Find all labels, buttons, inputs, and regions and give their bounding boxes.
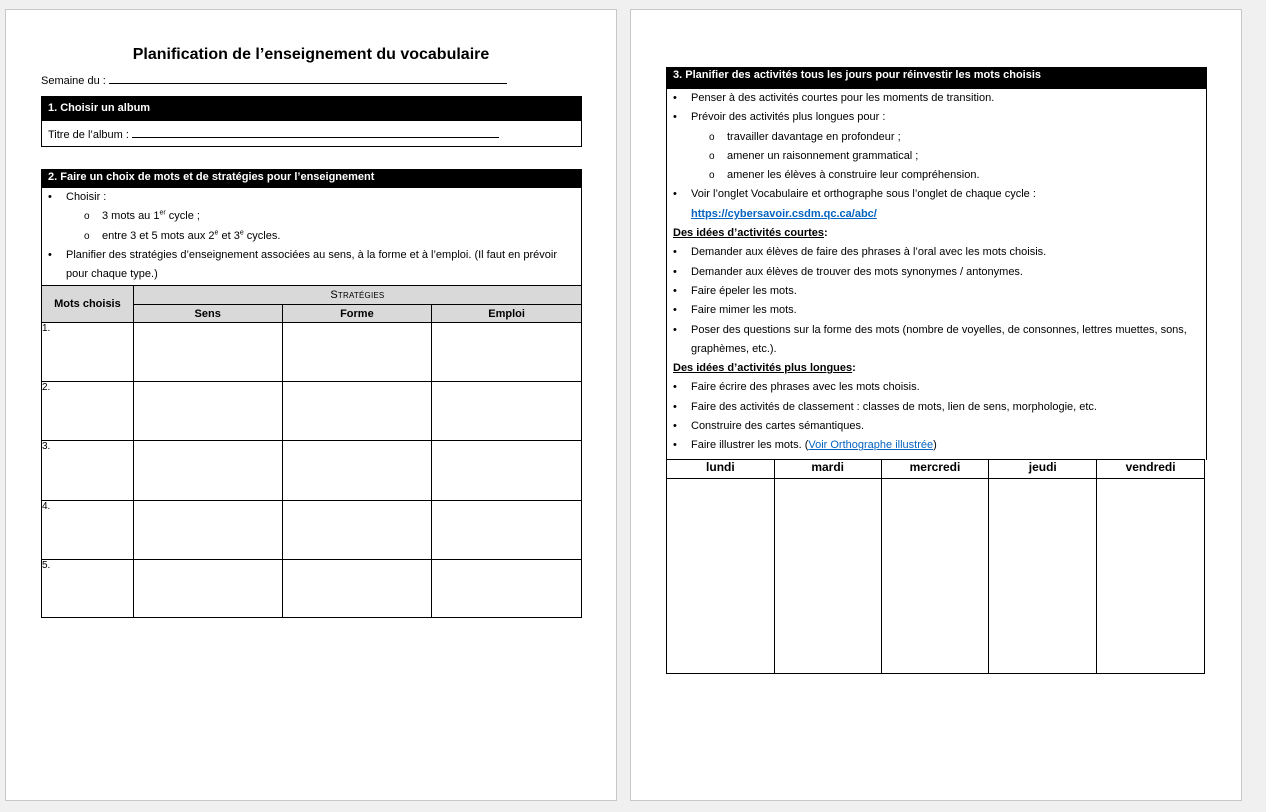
short-activities-heading bbox=[667, 224, 1206, 243]
week-input-line[interactable] bbox=[109, 73, 507, 84]
strategies-label: Stratégies bbox=[330, 289, 385, 301]
superscript: er bbox=[159, 209, 166, 217]
list-item bbox=[691, 147, 1206, 166]
cell-sens[interactable] bbox=[133, 382, 282, 441]
section-1-box bbox=[41, 96, 582, 147]
colon: : bbox=[852, 362, 856, 375]
orthographe-illustree-link[interactable]: Voir Orthographe illustrée bbox=[808, 439, 934, 452]
item-text: Prévoir des activités plus longues pour : bbox=[691, 111, 886, 124]
list-item bbox=[667, 263, 1206, 282]
list-item bbox=[667, 185, 1206, 224]
section-2-header: 2. Faire un choix de mots et de stratégies pour l’enseignement bbox=[42, 170, 581, 188]
week-field bbox=[41, 73, 507, 87]
album-title-label: Titre de l’album : bbox=[48, 129, 129, 141]
weekly-days-table bbox=[666, 459, 1205, 674]
day-header-mardi: mardi bbox=[774, 460, 881, 479]
row-number: 4. bbox=[42, 501, 134, 560]
item-text: Faire mimer les mots. bbox=[691, 304, 797, 317]
superscript: e bbox=[214, 228, 219, 236]
day-header-vendredi: vendredi bbox=[1097, 460, 1205, 479]
sub-item-text: cycle ; bbox=[165, 210, 200, 223]
cell-forme[interactable] bbox=[282, 441, 432, 501]
table-row bbox=[42, 382, 582, 441]
list-item bbox=[42, 246, 581, 285]
day-header-lundi: lundi bbox=[667, 460, 775, 479]
list-item bbox=[66, 227, 581, 246]
item-text: Poser des questions sur la forme des mots (nombre de voyelles, de consonnes, lettres muettes, sons, graphèmes, etc.). bbox=[691, 323, 1187, 355]
list-item bbox=[691, 128, 1206, 147]
list-item bbox=[667, 321, 1206, 360]
list-item bbox=[667, 378, 1206, 397]
col-header-sens: Sens bbox=[133, 305, 282, 323]
cell-forme[interactable] bbox=[282, 560, 432, 618]
list-item bbox=[667, 108, 1206, 185]
sub-item-text: cycles. bbox=[243, 229, 281, 242]
list-item bbox=[667, 436, 1206, 455]
section-3-box bbox=[666, 67, 1207, 460]
heading-text: Des idées d’activités plus longues bbox=[673, 362, 853, 375]
section-2-box bbox=[41, 169, 582, 286]
plan-text: Planifier des stratégies d’enseignement associées au sens, à la forme et à l’emploi. (Il faut en prévoir pour chaque type.) bbox=[66, 248, 557, 281]
sub-item-text: amener un raisonnement grammatical ; bbox=[727, 149, 919, 162]
list-item bbox=[667, 89, 1206, 108]
row-number: 1. bbox=[42, 323, 134, 382]
section-1-header: 1. Choisir un album bbox=[42, 97, 581, 121]
list-item bbox=[66, 207, 581, 226]
item-text: Faire illustrer les mots. ( bbox=[691, 439, 809, 452]
cell-sens[interactable] bbox=[133, 501, 282, 560]
day-header-jeudi: jeudi bbox=[989, 460, 1097, 479]
item-text: Voir l’onglet Vocabulaire et orthographe sous l’onglet de chaque cycle : bbox=[691, 188, 1036, 201]
list-item bbox=[691, 166, 1206, 185]
list-item bbox=[667, 398, 1206, 417]
cell-sens[interactable] bbox=[133, 323, 282, 382]
table-row bbox=[42, 323, 582, 382]
col-header-words: Mots choisis bbox=[42, 286, 134, 323]
cell-sens[interactable] bbox=[133, 560, 282, 618]
item-text: Faire épeler les mots. bbox=[691, 284, 797, 297]
day-cell-lundi[interactable] bbox=[667, 479, 775, 674]
album-title-field bbox=[42, 121, 581, 141]
item-text: ) bbox=[933, 439, 937, 452]
row-number: 3. bbox=[42, 441, 134, 501]
document-page-1 bbox=[5, 9, 617, 801]
col-group-header-strategies bbox=[133, 286, 581, 305]
item-text: Demander aux élèves de trouver des mots synonymes / antonymes. bbox=[691, 265, 1023, 278]
table-row bbox=[42, 441, 582, 501]
sub-item-text: amener les élèves à construire leur compréhension. bbox=[727, 169, 980, 182]
table-row bbox=[42, 560, 582, 618]
superscript: e bbox=[239, 228, 244, 236]
page-title: Planification de l’enseignement du vocabulaire bbox=[132, 46, 490, 63]
strategies-table bbox=[41, 285, 582, 618]
cell-emploi[interactable] bbox=[432, 323, 582, 382]
list-item bbox=[667, 282, 1206, 301]
choose-label: Choisir : bbox=[66, 191, 107, 203]
document-page-2 bbox=[630, 9, 1242, 801]
cell-forme[interactable] bbox=[282, 501, 432, 560]
album-title-input-line[interactable] bbox=[132, 127, 499, 138]
cell-sens[interactable] bbox=[133, 441, 282, 501]
cell-emploi[interactable] bbox=[432, 441, 582, 501]
cell-forme[interactable] bbox=[282, 382, 432, 441]
table-row bbox=[667, 479, 1205, 674]
sub-item-text: 3 mots au 1 bbox=[102, 210, 160, 223]
cell-emploi[interactable] bbox=[432, 501, 582, 560]
sub-item-text: travailler davantage en profondeur ; bbox=[727, 130, 901, 143]
sub-item-text: entre 3 et 5 mots aux 2 bbox=[102, 229, 215, 242]
item-text: Demander aux élèves de faire des phrases à l’oral avec les mots choisis. bbox=[691, 246, 1047, 259]
day-cell-mardi[interactable] bbox=[774, 479, 881, 674]
day-cell-jeudi[interactable] bbox=[989, 479, 1097, 674]
list-item bbox=[667, 243, 1206, 262]
cybersavoir-link[interactable]: https://cybersavoir.csdm.qc.ca/abc/ bbox=[691, 207, 877, 220]
item-text: Faire écrire des phrases avec les mots choisis. bbox=[691, 381, 920, 394]
day-header-mercredi: mercredi bbox=[881, 460, 989, 479]
row-number: 2. bbox=[42, 382, 134, 441]
cell-forme[interactable] bbox=[282, 323, 432, 382]
table-row bbox=[42, 501, 582, 560]
day-cell-mercredi[interactable] bbox=[881, 479, 989, 674]
section-3-header: 3. Planifier des activités tous les jours pour réinvestir les mots choisis bbox=[667, 68, 1206, 89]
item-text: Construire des cartes sémantiques. bbox=[691, 420, 865, 433]
item-text: Penser à des activités courtes pour les moments de transition. bbox=[691, 92, 995, 104]
colon: : bbox=[824, 227, 828, 240]
long-activities-heading bbox=[667, 359, 1206, 378]
sub-item-text: et 3 bbox=[218, 229, 240, 242]
cell-emploi[interactable] bbox=[432, 560, 582, 618]
row-number: 5. bbox=[42, 560, 134, 618]
day-cell-vendredi[interactable] bbox=[1097, 479, 1205, 674]
cell-emploi[interactable] bbox=[432, 382, 582, 441]
list-item bbox=[42, 188, 581, 246]
list-item bbox=[667, 417, 1206, 436]
list-item bbox=[667, 301, 1206, 320]
col-header-forme: Forme bbox=[282, 305, 432, 323]
week-label: Semaine du : bbox=[41, 75, 106, 87]
item-text: Faire des activités de classement : classes de mots, lien de sens, morphologie, etc. bbox=[691, 400, 1097, 413]
col-header-emploi: Emploi bbox=[432, 305, 582, 323]
heading-text: Des idées d’activités courtes bbox=[673, 227, 825, 240]
